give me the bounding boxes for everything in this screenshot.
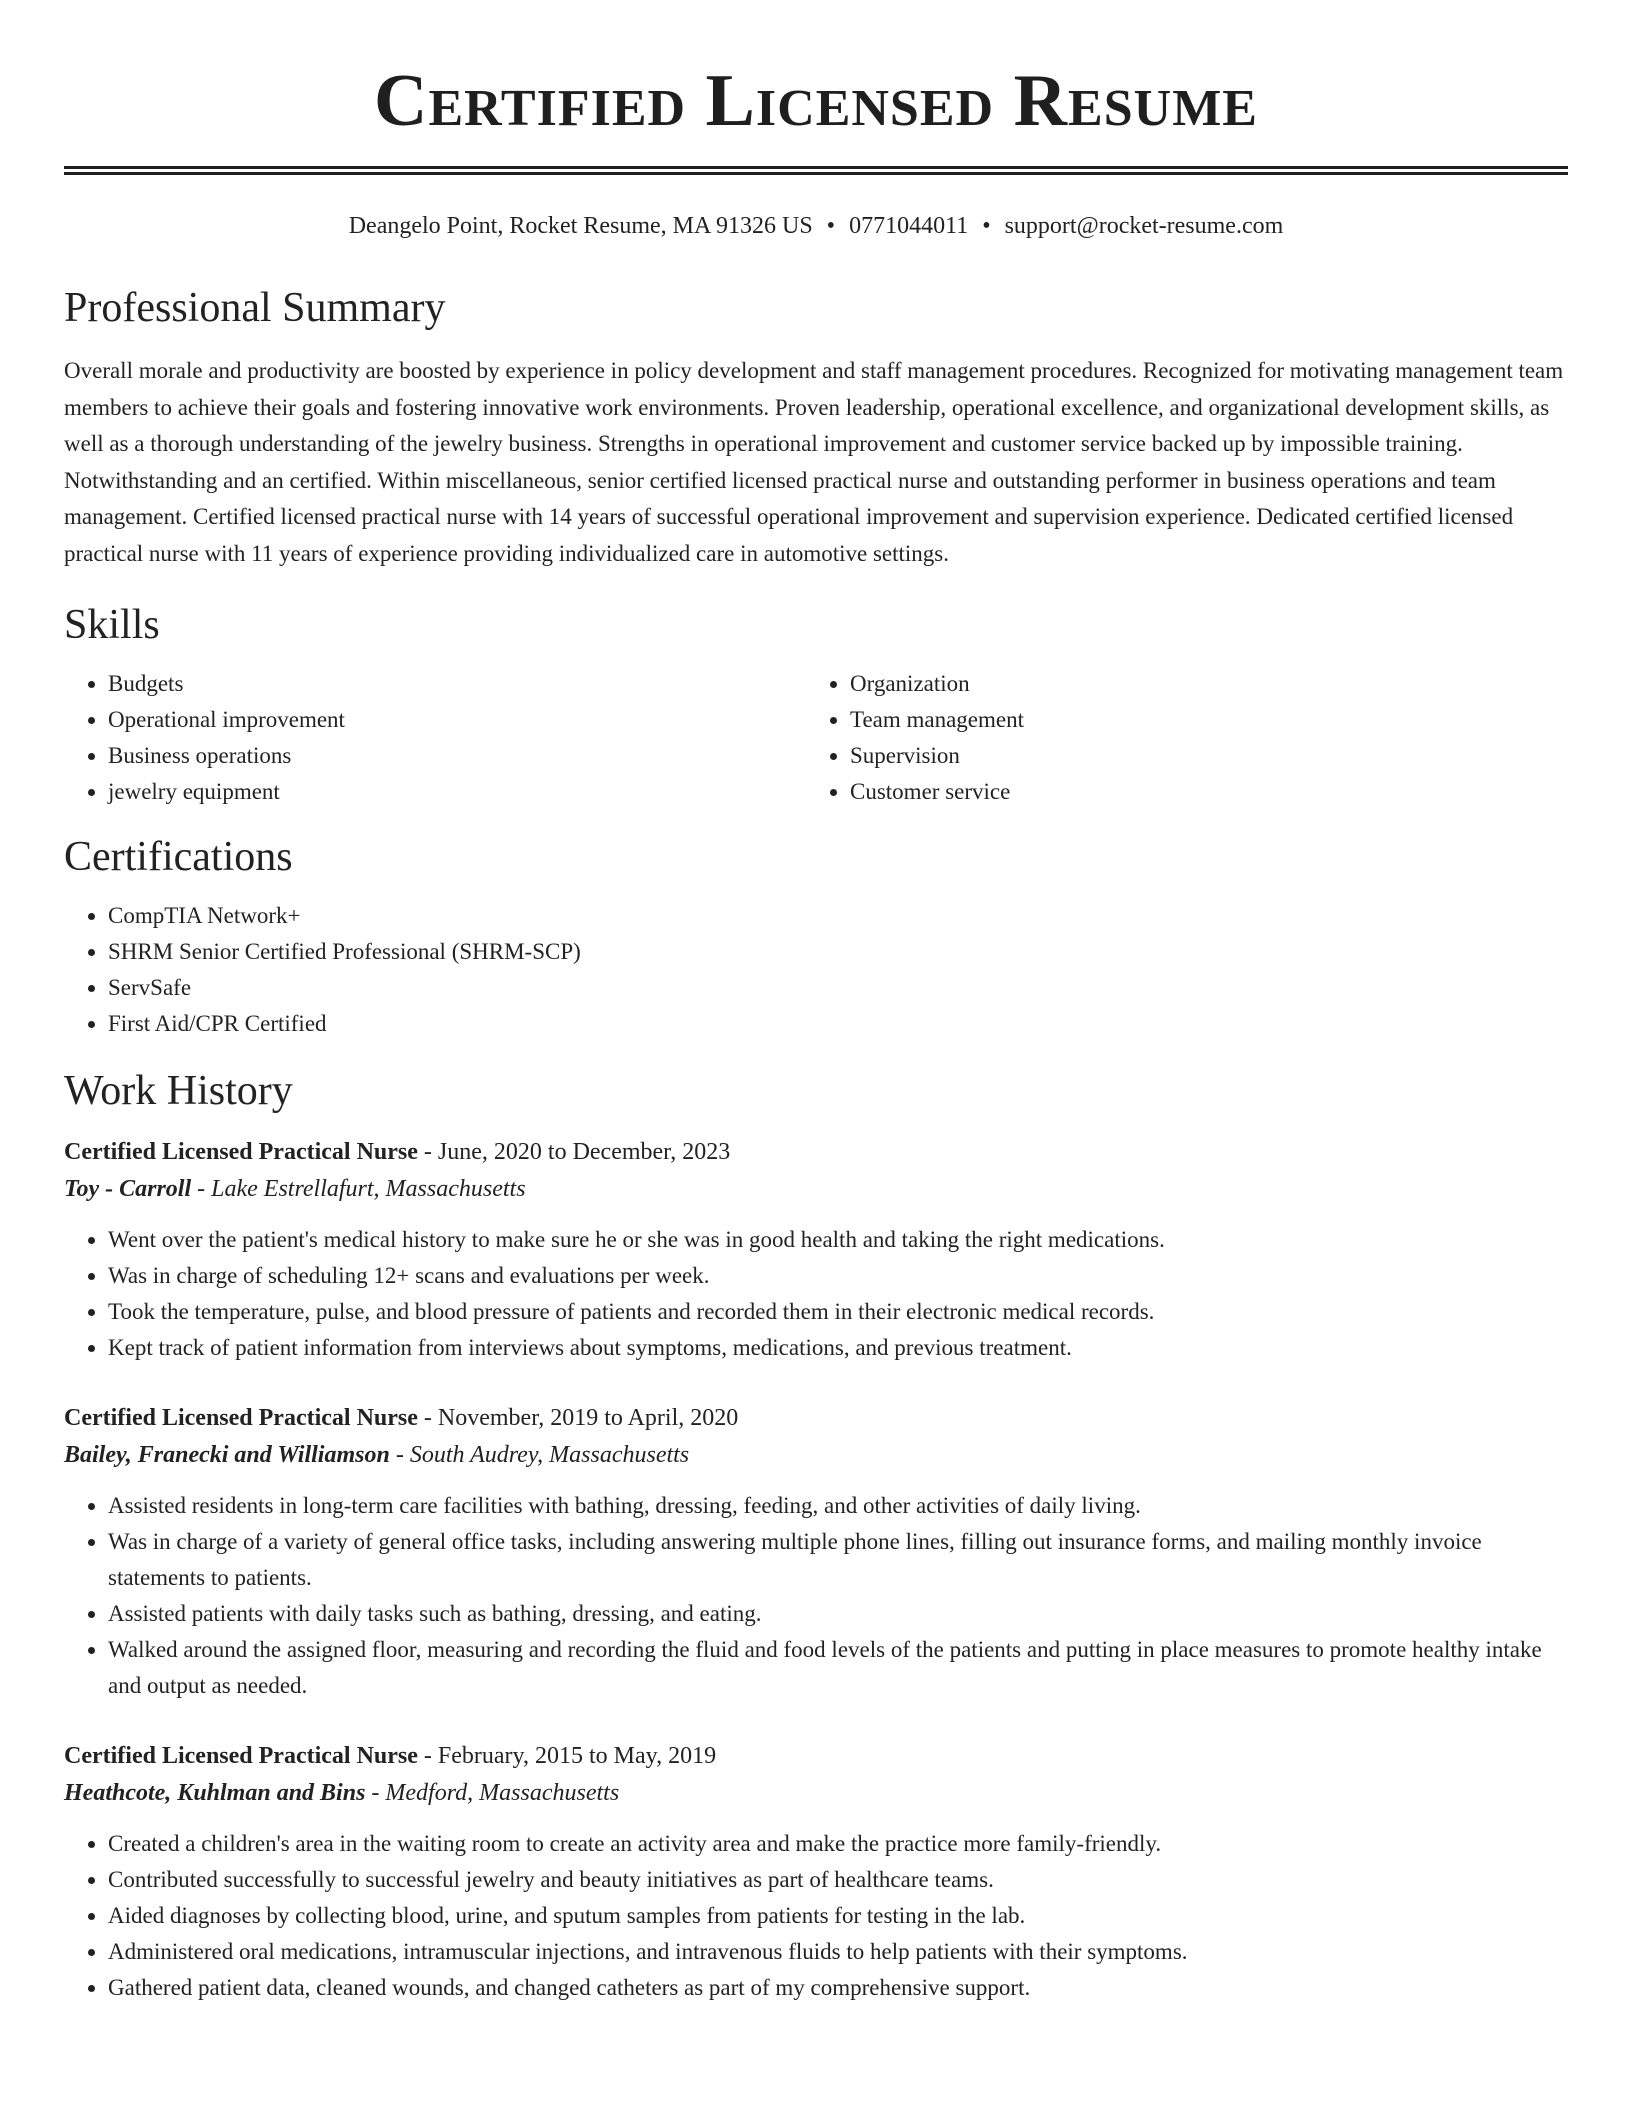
job-bullet: • Took the temperature, pulse, and blood pressure of patients and recorded them in their electronic medical records. bbox=[108, 1294, 1568, 1330]
job-title: Certified Licensed Practical Nurse bbox=[64, 1405, 418, 1431]
skill-item: • Business operations bbox=[108, 738, 806, 774]
job-bullet: • Kept track of patient information from interviews about symptoms, medications, and previous treatment. bbox=[108, 1330, 1568, 1366]
skills-list-left bbox=[64, 666, 806, 810]
certification-item: • First Aid/CPR Certified bbox=[108, 1006, 1568, 1042]
job-bullet: • Assisted residents in long-term care facilities with bathing, dressing, feeding, and other activities of daily living. bbox=[108, 1488, 1568, 1524]
job-entry bbox=[64, 1134, 1568, 1366]
job-title-line: Certified Licensed Practical Nurse - February, 2015 to May, 2019 bbox=[64, 1743, 717, 1769]
resume-name: Certified Licensed Resume bbox=[374, 60, 1258, 142]
certification-item: • SHRM Senior Certified Professional (SHRM-SCP) bbox=[108, 934, 1568, 970]
skills-column-left bbox=[64, 666, 806, 810]
contact-line bbox=[64, 211, 1568, 241]
job-bullet: • Aided diagnoses by collecting blood, urine, and sputum samples from patients for testing in the lab. bbox=[108, 1898, 1568, 1934]
job-title: Certified Licensed Practical Nurse bbox=[64, 1743, 418, 1769]
job-company-line: Bailey, Franecki and Williamson - South Audrey, Massachusetts bbox=[64, 1442, 690, 1468]
skill-item: • Team management bbox=[850, 702, 1548, 738]
job-title: Certified Licensed Practical Nurse bbox=[64, 1139, 418, 1165]
work-history-heading: Work History bbox=[64, 1068, 293, 1114]
job-dates: February, 2015 to May, 2019 bbox=[437, 1743, 717, 1769]
job-title-line: Certified Licensed Practical Nurse - November, 2019 to April, 2020 bbox=[64, 1405, 739, 1431]
job-dates: June, 2020 to December, 2023 bbox=[437, 1139, 731, 1165]
summary-section bbox=[64, 283, 1568, 572]
skills-column-right bbox=[806, 666, 1548, 810]
job-bullet: • Went over the patient's medical history to make sure he or she was in good health and taking the right medications. bbox=[108, 1222, 1568, 1258]
job-location: South Audrey, Massachusetts bbox=[409, 1442, 690, 1468]
contact-address: Deangelo Point, Rocket Resume, MA 91326 US bbox=[348, 213, 813, 239]
skill-item: • jewelry equipment bbox=[108, 774, 806, 810]
summary-heading: Professional Summary bbox=[64, 285, 446, 331]
certification-item: • CompTIA Network+ bbox=[108, 898, 1568, 934]
job-bullet: • Was in charge of scheduling 12+ scans and evaluations per week. bbox=[108, 1258, 1568, 1294]
skills-section bbox=[64, 600, 1568, 810]
work-history-section bbox=[64, 1066, 1568, 2006]
job-company-line: Toy - Carroll - Lake Estrellafurt, Massachusetts bbox=[64, 1176, 526, 1202]
job-bullet: • Was in charge of a variety of general office tasks, including answering multiple phone lines, filling out insurance forms, and mailing monthly invoice statements to patients. bbox=[108, 1524, 1568, 1596]
job-company: Heathcote, Kuhlman and Bins bbox=[64, 1780, 366, 1806]
skill-item: • Operational improvement bbox=[108, 702, 806, 738]
job-location: Lake Estrellafurt, Massachusetts bbox=[211, 1176, 526, 1202]
job-title-line: Certified Licensed Practical Nurse - June, 2020 to December, 2023 bbox=[64, 1139, 731, 1165]
job-bullet: • Contributed successfully to successful jewelry and beauty initiatives as part of healthcare teams. bbox=[108, 1862, 1568, 1898]
job-bullet: • Gathered patient data, cleaned wounds, and changed catheters as part of my comprehensive support. bbox=[108, 1970, 1568, 2006]
job-bullet: • Created a children's area in the waiting room to create an activity area and make the practice more family-friendly. bbox=[108, 1826, 1568, 1862]
skills-grid bbox=[64, 666, 1568, 810]
summary-text: Overall morale and productivity are boosted by experience in policy development and staff management procedures. Recognized for motivating management team members to achieve their goals and fostering innovative work environments. Proven leadership, operational excellence, and organizational development skills, as well as a thorough understanding of the jewelry business. Strengths in operational improvement and customer service backed up by impossible training. Notwithstanding and an certified. Within miscellaneous, senior certified licensed practical nurse and outstanding performer in business operations and team management. Certified licensed practical nurse with 14 years of successful operational improvement and supervision experience. Dedicated certified licensed practical nurse with 11 years of experience providing individualized care in automotive settings. bbox=[64, 358, 1564, 566]
header-double-rule bbox=[64, 166, 1568, 175]
job-dates: November, 2019 to April, 2020 bbox=[437, 1405, 739, 1431]
skill-item: • Customer service bbox=[850, 774, 1548, 810]
job-bullets bbox=[64, 1222, 1568, 1366]
contact-separator: • bbox=[826, 213, 836, 239]
skills-list-right bbox=[806, 666, 1548, 810]
certifications-section bbox=[64, 832, 1568, 1042]
contact-email: support@rocket-resume.com bbox=[1004, 213, 1284, 239]
skill-item: • Budgets bbox=[108, 666, 806, 702]
contact-phone: 0771044011 bbox=[849, 213, 969, 239]
job-bullets bbox=[64, 1826, 1568, 2006]
job-bullet: • Administered oral medications, intramuscular injections, and intravenous fluids to help patients with their symptoms. bbox=[108, 1934, 1568, 1970]
certifications-list bbox=[64, 898, 1568, 1042]
certifications-heading: Certifications bbox=[64, 834, 293, 880]
job-entry bbox=[64, 1738, 1568, 2006]
skill-item: • Supervision bbox=[850, 738, 1548, 774]
job-bullet: • Walked around the assigned floor, measuring and recording the fluid and food levels of the patients and putting in place measures to promote healthy intake and output as needed. bbox=[108, 1632, 1568, 1704]
job-company: Toy - Carroll bbox=[64, 1176, 192, 1202]
certification-item: • ServSafe bbox=[108, 970, 1568, 1006]
skill-item: • Organization bbox=[850, 666, 1548, 702]
job-location: Medford, Massachusetts bbox=[385, 1780, 620, 1806]
contact-separator: • bbox=[982, 213, 991, 239]
skills-heading: Skills bbox=[64, 602, 160, 648]
job-bullets bbox=[64, 1488, 1568, 1704]
job-bullet: • Assisted patients with daily tasks such as bathing, dressing, and eating. bbox=[108, 1596, 1568, 1632]
job-company-line: Heathcote, Kuhlman and Bins - Medford, Massachusetts bbox=[64, 1780, 620, 1806]
job-entry bbox=[64, 1400, 1568, 1704]
job-company: Bailey, Franecki and Williamson bbox=[64, 1442, 390, 1468]
